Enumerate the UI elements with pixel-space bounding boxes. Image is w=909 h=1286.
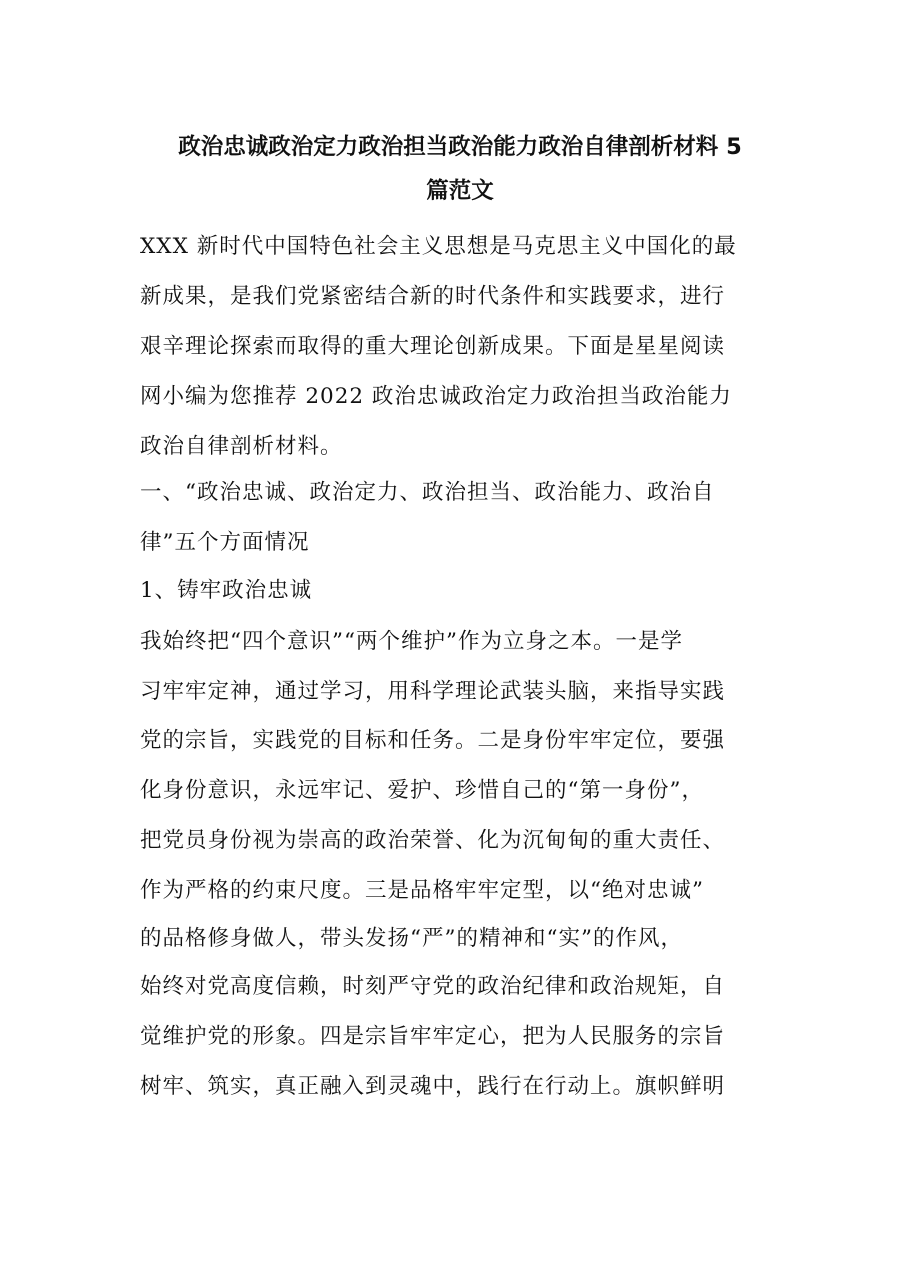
- section-heading-line: 一、“政治忠诚、政治定力、政治担当、政治能力、政治自: [140, 480, 715, 505]
- body-line: 网小编为您推荐 2022 政治忠诚政治定力政治担当政治能力: [140, 384, 732, 409]
- body-line: 我始终把“四个意识”“两个维护”作为立身之本。一是学: [140, 629, 683, 654]
- document-title-line-1: 政治忠诚政治定力政治担当政治能力政治自律剖析材料 5: [178, 134, 742, 160]
- body-line: 化身份意识，永远牢记、爱护、珍惜自己的“第一身份”，: [140, 778, 704, 803]
- body-line: 习牢牢定神，通过学习，用科学理论武装头脑，来指导实践: [140, 679, 726, 704]
- body-line: 新成果，是我们党紧密结合新的时代条件和实践要求，进行: [140, 284, 726, 309]
- body-line: 艰辛理论探索而取得的重大理论创新成果。下面是星星阅读: [140, 334, 726, 359]
- body-line: 作为严格的约束尺度。三是品格牢牢定型，以“绝对忠诚”: [140, 878, 704, 903]
- body-line: 党的宗旨，实践党的目标和任务。二是身份牢牢定位，要强: [140, 728, 726, 753]
- subsection-heading: 1、铸牢政治忠诚: [140, 578, 313, 603]
- body-line: 树牢、筑实，真正融入到灵魂中，践行在行动上。旗帜鲜明: [140, 1074, 726, 1099]
- body-line: 始终对党高度信赖，时刻严守党的政治纪律和政治规矩，自: [140, 974, 726, 999]
- body-line: 把党员身份视为崇高的政治荣誉、化为沉甸甸的重大责任、: [140, 828, 726, 853]
- section-heading-line: 律”五个方面情况: [140, 530, 310, 555]
- body-line: 政治自律剖析材料。: [140, 434, 343, 459]
- body-line: XXX 新时代中国特色社会主义思想是马克思主义中国化的最: [140, 234, 737, 259]
- body-line: 的品格修身做人，带头发扬“严”的精神和“实”的作风，: [140, 926, 683, 951]
- document-title-line-2: 篇范文: [426, 178, 494, 204]
- body-line: 觉维护党的形象。四是宗旨牢牢定心，把为人民服务的宗旨: [140, 1024, 726, 1049]
